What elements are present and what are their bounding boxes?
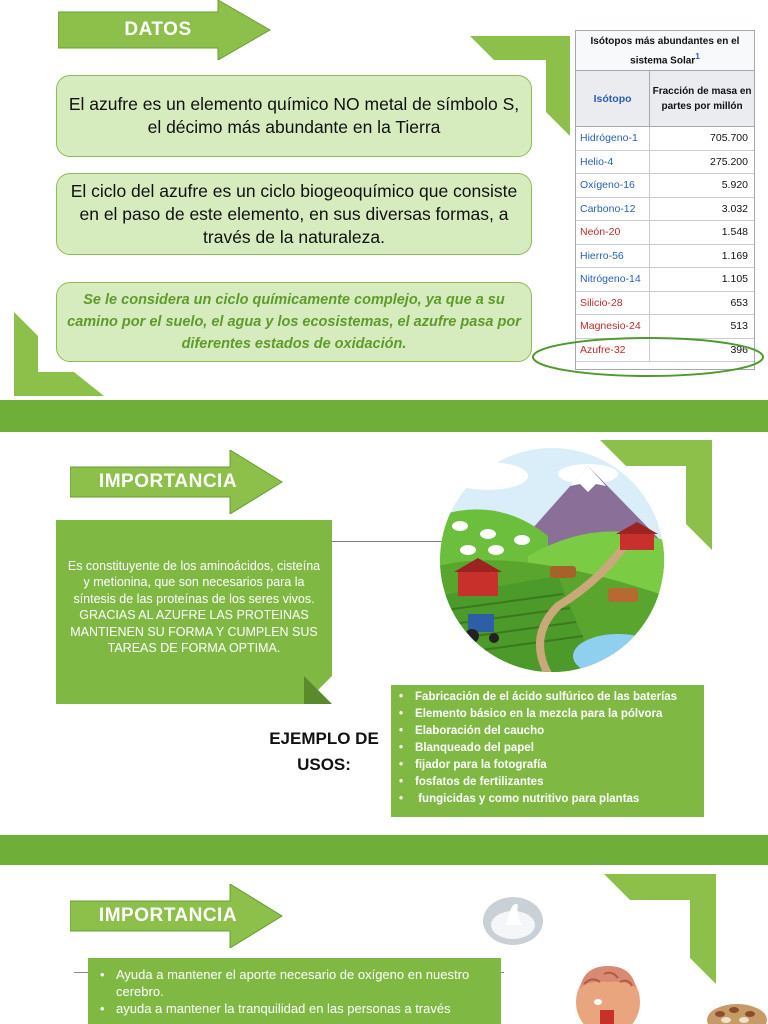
header-fraction: Fracción de masa en partes por millón bbox=[652, 85, 752, 112]
table-row bbox=[576, 127, 754, 151]
section-divider bbox=[0, 400, 768, 432]
isotope-table bbox=[575, 30, 755, 370]
datos-banner bbox=[58, 0, 272, 60]
isotope-link[interactable]: Nitrógeno-14 bbox=[576, 268, 650, 291]
list-item: • Fabricación de el ácido sulfúrico de las baterías bbox=[397, 689, 698, 706]
isotope-value: 513 bbox=[730, 320, 748, 333]
isotope-value: 1.548 bbox=[721, 226, 748, 239]
importance-note bbox=[56, 520, 332, 704]
isotope-value: 275.200 bbox=[710, 155, 748, 168]
importance-list-box bbox=[88, 958, 501, 1024]
info-box-azufre-text: El azufre es un elemento químico NO metal de símbolo S, el décimo más abundante en la Tierra bbox=[68, 94, 520, 137]
datos-label: DATOS bbox=[124, 19, 192, 40]
isotope-value: 3.032 bbox=[721, 202, 748, 215]
list-item: • fungicidas y como nutritivo para plantas bbox=[397, 791, 698, 808]
info-box-ciclo-text: El ciclo del azufre es un ciclo biogeoquímico que consiste en el paso de este elemento, en sus diversas formas, a través de la naturaleza. bbox=[70, 180, 518, 247]
table-row bbox=[576, 268, 754, 292]
table-row bbox=[576, 221, 754, 245]
isotope-link[interactable]: Hierro-56 bbox=[576, 245, 650, 268]
caption-text: Isótopos más abundantes en el sistema Solar bbox=[590, 36, 740, 67]
header-isotope[interactable]: Isótopo bbox=[576, 71, 650, 126]
corner-arrow-icon bbox=[14, 312, 104, 396]
importancia-label: IMPORTANCIA bbox=[98, 471, 238, 492]
isotope-value: 5.920 bbox=[721, 179, 748, 192]
table-row bbox=[576, 174, 754, 198]
uses-list-box bbox=[391, 685, 704, 817]
list-item: • Elaboración del caucho bbox=[397, 723, 698, 740]
connector-line bbox=[332, 541, 442, 542]
info-box-ciclo bbox=[56, 173, 532, 255]
section-divider bbox=[0, 835, 768, 865]
uses-list bbox=[397, 689, 698, 808]
isotope-value: 1.105 bbox=[721, 273, 748, 286]
table-row bbox=[576, 151, 754, 175]
isotope-link[interactable]: Azufre-32 bbox=[576, 339, 650, 362]
isotope-link[interactable]: Helio-4 bbox=[576, 151, 650, 174]
list-item: • fijador para la fotografía bbox=[397, 757, 698, 774]
isotope-link[interactable]: Silicio-28 bbox=[576, 292, 650, 315]
isotope-link[interactable]: Neón-20 bbox=[576, 221, 650, 244]
list-item: • Blanqueado del papel bbox=[397, 740, 698, 757]
highlight-ellipse bbox=[530, 335, 766, 383]
isotope-link[interactable]: Hidrógeno-1 bbox=[576, 127, 650, 150]
table-row bbox=[576, 245, 754, 269]
note-fold bbox=[304, 676, 332, 704]
importancia-label-2: IMPORTANCIA bbox=[98, 905, 238, 926]
isotope-value: 705.700 bbox=[710, 132, 748, 145]
list-item: • fosfatos de fertilizantes bbox=[397, 774, 698, 791]
note-text-aminoacids: Es constituyente de los aminoácidos, cisteína y metionina, que son necesarios para la síntesis de las proteínas de los seres vivos. bbox=[67, 558, 321, 606]
importancia-banner bbox=[70, 450, 286, 514]
milk-splash-image bbox=[482, 895, 544, 947]
isotope-value: 396 bbox=[730, 343, 748, 356]
isotope-value: 653 bbox=[730, 296, 748, 309]
isotope-value: 1.169 bbox=[721, 249, 748, 262]
isotope-table-caption bbox=[576, 31, 754, 71]
table-row bbox=[576, 292, 754, 316]
brain-anatomy-image bbox=[570, 962, 646, 1024]
isotope-link[interactable]: Oxígeno-16 bbox=[576, 174, 650, 197]
isotope-link[interactable]: Carbono-12 bbox=[576, 198, 650, 221]
importancia-banner-2 bbox=[70, 884, 286, 948]
isotope-table-header bbox=[576, 71, 754, 127]
caption-footnote[interactable]: 1 bbox=[695, 51, 700, 61]
info-box-oxidacion bbox=[56, 282, 532, 362]
beans-image bbox=[706, 1000, 768, 1024]
table-row bbox=[576, 198, 754, 222]
importance-list bbox=[100, 966, 489, 1017]
list-item: • ayuda a mantener la tranquilidad en las personas a través bbox=[100, 1000, 489, 1017]
info-box-oxidacion-text: Se le considera un ciclo químicamente complejo, ya que a su camino por el suelo, el agua y los ecosistemas, el azufre pasa por diferentes estados de oxidación. bbox=[67, 292, 521, 352]
info-box-azufre bbox=[56, 75, 532, 157]
isotope-link[interactable]: Magnesio-24 bbox=[576, 315, 650, 338]
ejemplo-usos-heading: EJEMPLO DE USOS: bbox=[269, 729, 379, 774]
note-text-proteins: GRACIAS AL AZUFRE LAS PROTEINAS MANTIENEN SU FORMA Y CUMPLEN SUS TAREAS DE FORMA OPTIMA. bbox=[70, 608, 318, 655]
list-item: • Elemento básico en la mezcla para la pólvora bbox=[397, 706, 698, 723]
farm-landscape-illustration bbox=[438, 446, 666, 674]
list-item: • Ayuda a mantener el aporte necesario de oxígeno en nuestro cerebro. bbox=[100, 966, 489, 1000]
